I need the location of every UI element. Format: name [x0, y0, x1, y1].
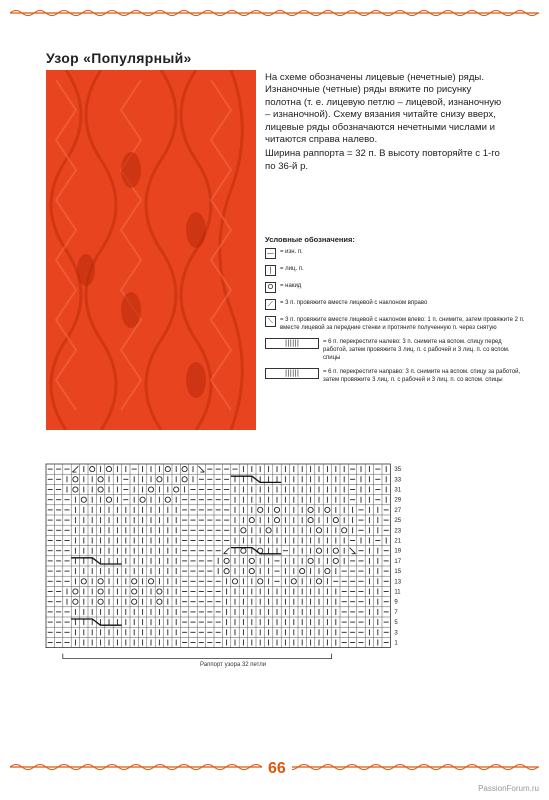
- knit-stitch-icon: |: [265, 265, 276, 276]
- row-number-label: 1: [394, 640, 398, 647]
- legend-item: [265, 265, 525, 276]
- row-number-label: 21: [394, 538, 402, 545]
- right-decrease-icon: ⟋: [265, 299, 276, 310]
- legend-item: [265, 338, 525, 362]
- description-paragraph: Ширина раппорта = 32 п. В высоту повторяйте с 1-го по 36-й р.: [265, 148, 500, 172]
- page-number: 66: [262, 760, 292, 778]
- legend-text: = лиц. п.: [280, 266, 304, 272]
- legend-item: [265, 299, 525, 310]
- purl-stitch-icon: —: [267, 249, 274, 257]
- repeat-caption: Раппорт узора 32 петли: [200, 662, 267, 668]
- row-number-label: 27: [394, 507, 402, 514]
- legend-text: = 6 п. перекрестите направо: 3 п. снимите на вспом. спицу за работой, затем провяжите 3 лиц. п. с рабочей и 3 лиц. п. со вспом. спицы: [323, 369, 521, 383]
- row-number-label: 33: [394, 477, 402, 484]
- legend-text: = изн. п.: [280, 249, 303, 255]
- legend-item: [265, 282, 525, 293]
- knitting-pattern-photo: [46, 70, 256, 430]
- legend-item: [265, 248, 525, 259]
- row-number-label: 5: [394, 620, 398, 627]
- repeat-bracket: [63, 654, 332, 659]
- legend-title: Условные обозначения:: [265, 235, 355, 244]
- legend-item: [265, 316, 525, 332]
- cable-right-icon: ||||||: [265, 368, 319, 379]
- legend-text: = 6 п. перекрестите налево: 3 п. снимите на вспом. спицу перед работой, затем провяжите 3 лиц. п. с рабочей и 3 лиц. п. со вспом. спицы: [323, 339, 510, 361]
- row-number-label: 3: [394, 630, 398, 637]
- row-number-label: 19: [394, 548, 402, 555]
- yarn-over-icon: O: [265, 282, 276, 293]
- legend-text: = накид: [280, 283, 302, 289]
- row-number-label: 9: [394, 599, 398, 606]
- row-number-label: 31: [394, 487, 402, 494]
- row-number-label: 11: [394, 589, 401, 596]
- row-number-label: 35: [394, 467, 402, 474]
- row-number-label: 25: [394, 518, 402, 525]
- legend-text: = 3 п. провяжите вместе лицевой с наклоном вправо: [280, 300, 428, 306]
- row-number-label: 15: [394, 569, 402, 576]
- row-number-label: 17: [394, 558, 402, 565]
- row-number-label: 13: [394, 579, 402, 586]
- row-number-label: 29: [394, 497, 402, 504]
- page-title: Узор «Популярный»: [46, 50, 192, 66]
- row-number-label: 23: [394, 528, 402, 535]
- pattern-description: [265, 72, 505, 175]
- knitting-chart: [46, 462, 426, 650]
- cable-left-icon: ||||||: [265, 338, 319, 349]
- watermark: PassionForum.ru: [478, 784, 539, 793]
- decorative-top-border: [10, 8, 539, 18]
- legend-text: = 3 п. провяжите вместе лицевой с наклоном влево: 1 п. снимите, затем провяжите 2 п. вместе лицевой за передние стенки и протяните полученную п. через снятую: [280, 317, 525, 331]
- left-decrease-icon: ⟍: [265, 316, 276, 327]
- description-paragraph: На схеме обозначены лицевые (нечетные) ряды. Изнаночные (четные) ряды вяжите по рисунку полотна (т. е. лицевую петлю – лицевой, изнаночную – изнаночной). Схему вязания читайте снизу вверх, лицевые ряды обозначаются нечетными числами и читаются справа налево.: [265, 72, 502, 146]
- row-number-label: 7: [394, 609, 398, 616]
- legend-item: [265, 368, 525, 384]
- legend: [265, 236, 525, 390]
